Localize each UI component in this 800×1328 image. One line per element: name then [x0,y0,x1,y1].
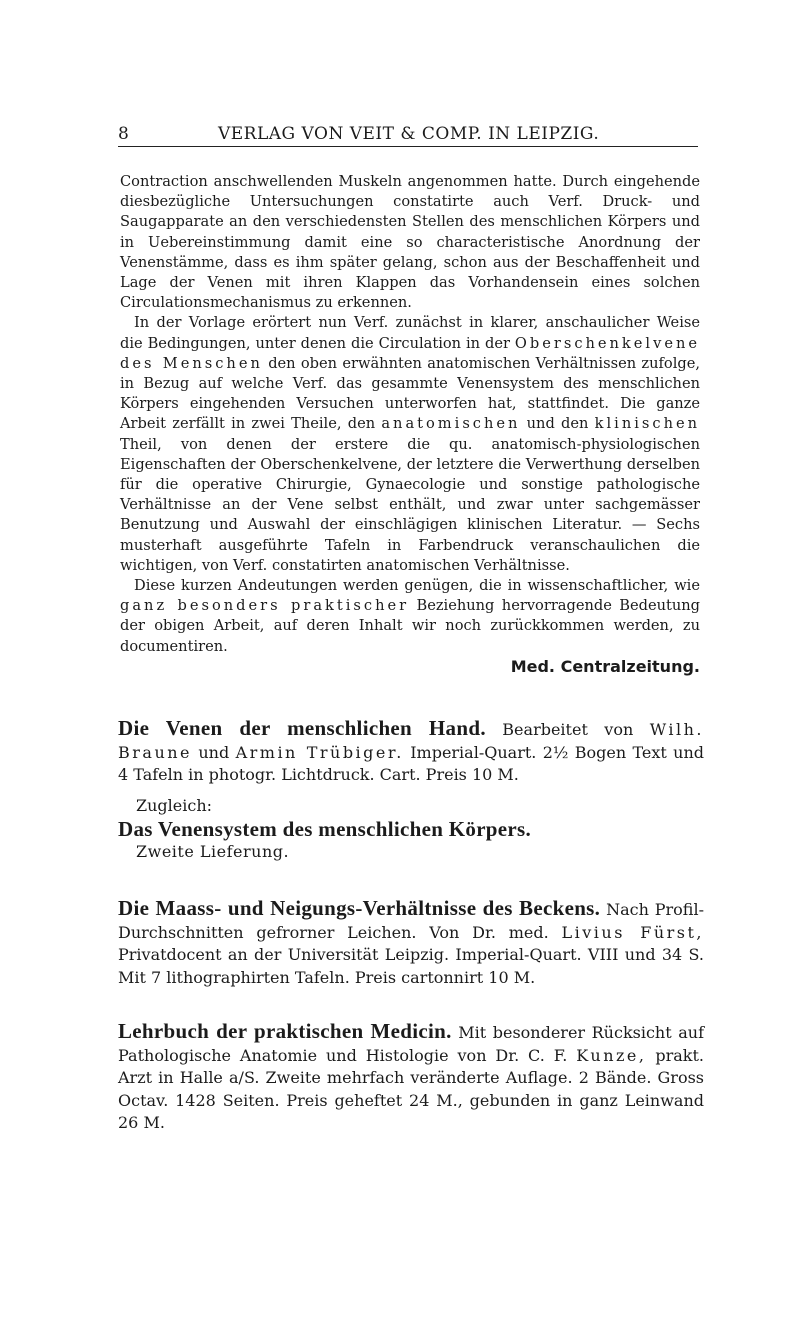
catalog-entry-venen-hand: Die Venen der menschlichen Hand. Bearbeitet von Wilh. Braune und Armin Trübiger. Imperial-Quart. 2½ Bogen Text und 4 Tafeln in photogr. Lichtdruck. Cart. Preis 10 M. [118,716,705,784]
page-number: 8 [118,124,129,144]
review-paragraph-1: Contraction anschwellenden Muskeln angenommen hatte. Durch eingehende diesbezügliche Untersuchungen constatirte auch Verf. Druck- und Saugapparate an den verschiedensten Stellen des menschlichen Körpers und in Uebereinstimmung damit eine so characteristische Anordnung der Venenstämme, dass es ihm später gelang, schon aus der Beschaffenheit und Lage der Venen mit ihren Klappen das Vorhandensein eines solchen Circulationsmechanismus zu erkennen. [120,173,700,312]
catalog-entry-lehrbuch: Lehrbuch der praktischen Medicin. Mit besonderer Rücksicht auf Pathologische Anatomie und Histologie von Dr. C. F. Kunze, prakt. Arzt in Halle a/S. Zweite mehrfach veränderte Auflage. 2 Bände. Gross Octav. 1428 Seiten. Preis geheftet 24 M., gebunden in ganz Leinwand 26 M. [118,1019,705,1132]
emphasis-oberschenkelvene: Oberschenkelvene des Menschen [120,334,700,372]
emphasis-klinischen: klinischen [594,415,700,433]
review-paragraph-2: In der Vorlage erörtert nun Verf. zunächst in klarer, anschaulicher Weise die Bedingungen, unter denen die Circulation in der Oberschenkelvene des Menschen den oben erwähnten anatomischen Verhältnissen zufolge, in Bezug auf welche Verf. das gesammte Venensystem des menschlichen Körpers eingehenden Versuchen unterworfen hat, stattfindet. Die ganze Arbeit zerfällt in zwei Theile, den anatomischen und den klinischen Theil, von denen der erstere die qu. anatomisch-physiologischen Eigenschaften der Oberschenkelvene, der letztere die Verwerthung derselben für die operative Chirurgie, Gynaecologie und sonstige pathologische Verhältnisse an der Vene selbst enthält, und zwar unter sachgemässer Benutzung und Auswahl der einschlägigen klinischen Literatur. — Sechs musterhaft ausgeführte Tafeln in Farbendruck veranschaulichen die wichtigen, von Verf. constatirten anatomischen Verhältnisse. [120,314,700,574]
header-rule [118,146,698,147]
entry-title: Die Maass- und Neigungs-Verhältnisse des Beckens. [118,896,601,920]
entry-author: Kunze, [576,1045,647,1065]
entry-author: Livius Fürst, [561,922,704,942]
entry-author: Armin Trübiger. [235,742,404,762]
review-paragraph-3: Diese kurzen Andeutungen werden genügen, die in wissenschaftlicher, wie ganz besonders praktischer Beziehung hervorragende Bedeutung der obigen Arbeit, auf deren Inhalt wir noch zurückkommen werden, zu documentiren. [120,577,701,655]
entry-author: Wilh. Braune [118,720,705,762]
entry-title: Die Venen der menschlichen Hand. [118,716,486,740]
emphasis-anatomischen: anatomischen [381,415,521,433]
catalog-entry-venensystem [118,818,704,863]
emphasis-praktischer: ganz besonders praktischer [120,597,410,615]
running-head: VERLAG VON VEIT & COMP. IN LEIPZIG. [218,124,600,144]
page-header [118,120,698,148]
entry-title: Lehrbuch der praktischen Medicin. [118,1019,452,1043]
review-source: Med. Centralzeitung. [510,656,700,676]
entry-subtitle: Zweite Lieferung. [136,841,290,861]
entry-title: Das Venensystem des menschlichen Körpers. [118,817,532,841]
zugleich-label: Zugleich: [136,796,213,815]
review-source-line [120,657,700,677]
review-excerpt [120,172,700,677]
catalog-entry-beckens: Die Maass- und Neigungs-Verhältnisse des Beckens. Nach Profil-Durchschnitten gefrorner Leichen. Von Dr. med. Livius Fürst, Privatdocent an der Universität Leipzig. Imperial-Quart. VIII und 34 S. Mit 7 lithographirten Tafeln. Preis cartonnirt 10 M. [118,896,704,987]
